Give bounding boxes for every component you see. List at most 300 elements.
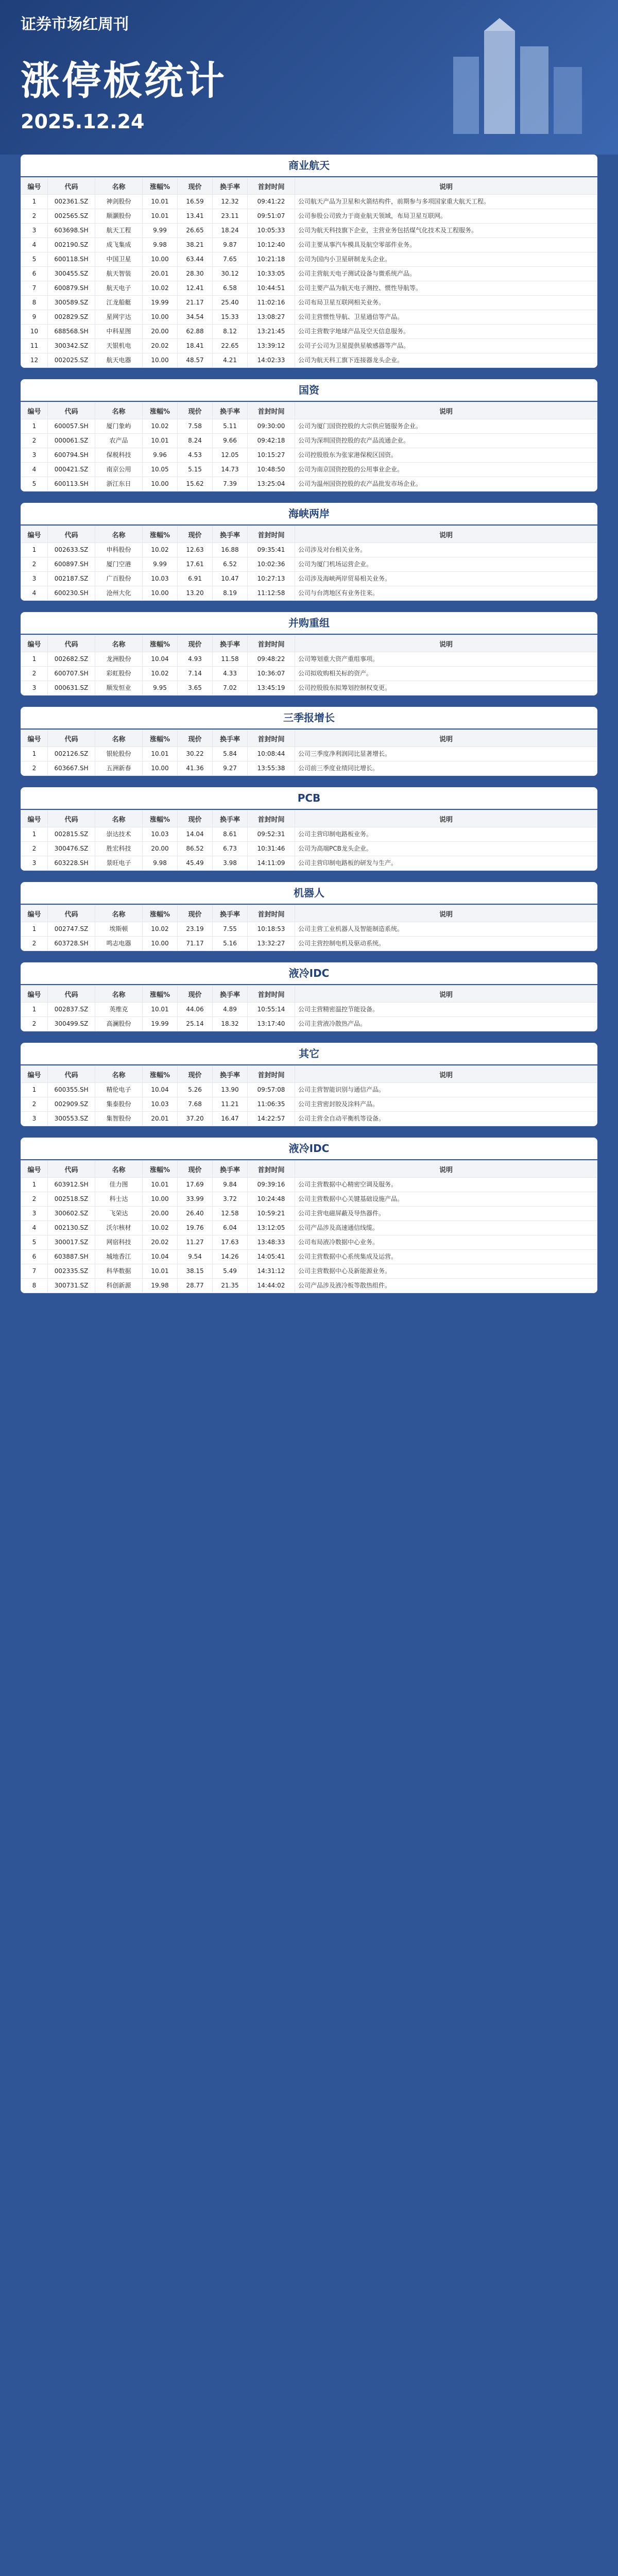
table-row <box>21 842 597 856</box>
table-cell: 30.12 <box>213 267 248 281</box>
table-cell: 45.49 <box>178 856 213 871</box>
table-row <box>21 1003 597 1017</box>
table-cell: 8.19 <box>213 586 248 601</box>
table-cell: 公司主营智能识别与通信产品。 <box>295 1083 597 1097</box>
table-row <box>21 477 597 492</box>
section-block <box>21 379 597 492</box>
table-cell: 10.02 <box>143 543 178 557</box>
table-cell: 公司主营数据中心关键基础设施产品。 <box>295 1192 597 1207</box>
column-header: 说明 <box>295 905 597 922</box>
table-cell: 10.03 <box>143 572 178 586</box>
table-row <box>21 434 597 448</box>
table-row <box>21 195 597 209</box>
section-title: 海峡两岸 <box>21 503 597 526</box>
table-cell: 公司主要产品为航天电子测控、惯性导航等。 <box>295 281 597 296</box>
table-cell: 600118.SH <box>48 252 95 267</box>
table-cell: 农产品 <box>95 434 143 448</box>
column-header: 名称 <box>95 1066 143 1083</box>
column-header: 现价 <box>178 730 213 747</box>
column-header: 首封时间 <box>248 635 295 652</box>
table-cell: 6 <box>21 1250 48 1264</box>
table-cell: 航天智装 <box>95 267 143 281</box>
table-cell: 1 <box>21 1178 48 1192</box>
table-cell: 10.03 <box>143 1097 178 1112</box>
table-cell: 3 <box>21 448 48 463</box>
table-row <box>21 1235 597 1250</box>
table-cell: 胜宏科技 <box>95 842 143 856</box>
table-cell: 公司主营密封胶及涂料产品。 <box>295 1097 597 1112</box>
column-header: 涨幅% <box>143 526 178 543</box>
table-cell: 300017.SZ <box>48 1235 95 1250</box>
table-cell: 26.40 <box>178 1207 213 1221</box>
table-cell: 10:21:18 <box>248 252 295 267</box>
table-cell: 公司为航天科技旗下企业，主营业务包括煤气化技术及工程服务。 <box>295 224 597 238</box>
table-header-row <box>21 526 597 543</box>
column-header: 名称 <box>95 402 143 419</box>
stock-table <box>21 730 597 776</box>
table-cell: 002518.SZ <box>48 1192 95 1207</box>
table-cell: 10:15:27 <box>248 448 295 463</box>
table-cell: 9.84 <box>213 1178 248 1192</box>
column-header: 涨幅% <box>143 810 178 827</box>
table-row <box>21 1112 597 1126</box>
column-header: 名称 <box>95 1161 143 1178</box>
table-row <box>21 652 597 667</box>
table-row <box>21 353 597 368</box>
table-cell: 603728.SH <box>48 937 95 951</box>
table-cell: 10:05:33 <box>248 224 295 238</box>
table-cell: 9 <box>21 310 48 325</box>
stock-table <box>21 905 597 951</box>
table-cell: 10.00 <box>143 937 178 951</box>
table-row <box>21 339 597 353</box>
table-row <box>21 267 597 281</box>
table-cell: 2 <box>21 667 48 681</box>
table-cell: 10.01 <box>143 1178 178 1192</box>
table-cell: 15.33 <box>213 310 248 325</box>
table-cell: 10.00 <box>143 252 178 267</box>
column-header: 说明 <box>295 635 597 652</box>
table-cell: 五洲新春 <box>95 761 143 776</box>
table-header-row <box>21 635 597 652</box>
table-cell: 网宿科技 <box>95 1235 143 1250</box>
column-header: 换手率 <box>213 810 248 827</box>
column-header: 现价 <box>178 986 213 1003</box>
table-cell: 62.88 <box>178 325 213 339</box>
column-header: 名称 <box>95 178 143 195</box>
table-cell: 14:11:09 <box>248 856 295 871</box>
table-cell: 002190.SZ <box>48 238 95 252</box>
table-cell: 3 <box>21 224 48 238</box>
section-title: 三季报增长 <box>21 707 597 730</box>
table-cell: 13:48:33 <box>248 1235 295 1250</box>
table-cell: 9.98 <box>143 856 178 871</box>
table-cell: 13:17:40 <box>248 1017 295 1031</box>
table-cell: 2 <box>21 557 48 572</box>
table-cell: 002130.SZ <box>48 1221 95 1235</box>
column-header: 说明 <box>295 402 597 419</box>
column-header: 编号 <box>21 402 48 419</box>
table-cell: 10.00 <box>143 477 178 492</box>
table-cell: 25.40 <box>213 296 248 310</box>
table-cell: 002682.SZ <box>48 652 95 667</box>
table-row <box>21 209 597 224</box>
table-cell: 002815.SZ <box>48 827 95 842</box>
table-cell: 14:05:41 <box>248 1250 295 1264</box>
table-row <box>21 827 597 842</box>
column-header: 代码 <box>48 730 95 747</box>
table-cell: 300455.SZ <box>48 267 95 281</box>
table-header-row <box>21 986 597 1003</box>
table-row <box>21 586 597 601</box>
table-cell: 14:02:33 <box>248 353 295 368</box>
table-cell: 300589.SZ <box>48 296 95 310</box>
table-cell: 崇达技术 <box>95 827 143 842</box>
column-header: 编号 <box>21 730 48 747</box>
table-cell: 公司参股公司致力于商业航天领域，布局卫星互联网。 <box>295 209 597 224</box>
table-cell: 09:41:22 <box>248 195 295 209</box>
table-cell: 中国卫星 <box>95 252 143 267</box>
table-cell: 2 <box>21 434 48 448</box>
table-row <box>21 1264 597 1279</box>
section-title: 国资 <box>21 379 597 402</box>
table-cell: 10.01 <box>143 209 178 224</box>
column-header: 说明 <box>295 526 597 543</box>
table-cell: 19.98 <box>143 1279 178 1293</box>
table-cell: 09:57:08 <box>248 1083 295 1097</box>
table-row <box>21 252 597 267</box>
table-cell: 14.04 <box>178 827 213 842</box>
table-row <box>21 557 597 572</box>
table-cell: 16.47 <box>213 1112 248 1126</box>
table-cell: 600794.SH <box>48 448 95 463</box>
table-cell: 公司前三季度业绩同比增长。 <box>295 761 597 776</box>
table-cell: 48.57 <box>178 353 213 368</box>
column-header: 首封时间 <box>248 178 295 195</box>
table-cell: 2 <box>21 209 48 224</box>
column-header: 代码 <box>48 1161 95 1178</box>
table-cell: 002126.SZ <box>48 747 95 761</box>
section-block <box>21 612 597 696</box>
table-cell: 公司航天产品为卫星和火箭结构件，前期参与多项国家重大航天工程。 <box>295 195 597 209</box>
table-cell: 10.00 <box>143 1192 178 1207</box>
table-row <box>21 1083 597 1097</box>
table-cell: 10.00 <box>143 310 178 325</box>
table-cell: 10.02 <box>143 281 178 296</box>
table-cell: 10.02 <box>143 922 178 937</box>
table-cell: 9.98 <box>143 238 178 252</box>
table-cell: 603228.SH <box>48 856 95 871</box>
header-banner <box>0 0 618 155</box>
section-block <box>21 155 597 368</box>
section-block <box>21 707 597 776</box>
table-cell: 11 <box>21 339 48 353</box>
table-cell: 10.04 <box>143 652 178 667</box>
table-cell: 精伦电子 <box>95 1083 143 1097</box>
table-cell: 公司产品涉及高速通信线缆。 <box>295 1221 597 1235</box>
table-cell: 公司布局卫星互联网相关业务。 <box>295 296 597 310</box>
table-cell: 江龙船艇 <box>95 296 143 310</box>
table-cell: 公司为国内小卫星研制龙头企业。 <box>295 252 597 267</box>
table-cell: 公司主营电磁屏蔽及导热器件。 <box>295 1207 597 1221</box>
table-cell: 3 <box>21 572 48 586</box>
column-header: 涨幅% <box>143 402 178 419</box>
table-cell: 8.61 <box>213 827 248 842</box>
table-cell: 13.20 <box>178 586 213 601</box>
column-header: 首封时间 <box>248 730 295 747</box>
table-cell: 7.58 <box>178 419 213 434</box>
column-header: 首封时间 <box>248 986 295 1003</box>
table-row <box>21 1221 597 1235</box>
table-cell: 浙江东日 <box>95 477 143 492</box>
table-row <box>21 1017 597 1031</box>
column-header: 编号 <box>21 178 48 195</box>
table-cell: 公司主营航天电子测试设备与微系统产品。 <box>295 267 597 281</box>
table-header-row <box>21 178 597 195</box>
table-cell: 14.73 <box>213 463 248 477</box>
table-cell: 20.00 <box>143 1207 178 1221</box>
table-cell: 9.66 <box>213 434 248 448</box>
table-cell: 龙洲股份 <box>95 652 143 667</box>
table-cell: 12.32 <box>213 195 248 209</box>
table-cell: 航天工程 <box>95 224 143 238</box>
table-cell: 集泰股份 <box>95 1097 143 1112</box>
column-header: 换手率 <box>213 1161 248 1178</box>
table-row <box>21 937 597 951</box>
table-cell: 公司布局液冷数据中心业务。 <box>295 1235 597 1250</box>
table-row <box>21 1250 597 1264</box>
table-cell: 10.01 <box>143 1264 178 1279</box>
table-cell: 22.65 <box>213 339 248 353</box>
column-header: 现价 <box>178 178 213 195</box>
table-cell: 8 <box>21 1279 48 1293</box>
table-cell: 23.11 <box>213 209 248 224</box>
table-cell: 8.24 <box>178 434 213 448</box>
column-header: 换手率 <box>213 178 248 195</box>
table-row <box>21 1207 597 1221</box>
table-cell: 9.87 <box>213 238 248 252</box>
table-cell: 厦门空港 <box>95 557 143 572</box>
table-cell: 1 <box>21 543 48 557</box>
column-header: 涨幅% <box>143 635 178 652</box>
column-header: 编号 <box>21 905 48 922</box>
column-header: 现价 <box>178 635 213 652</box>
column-header: 代码 <box>48 986 95 1003</box>
table-cell: 600113.SH <box>48 477 95 492</box>
table-cell: 3.98 <box>213 856 248 871</box>
table-cell: 14.26 <box>213 1250 248 1264</box>
column-header: 说明 <box>295 1161 597 1178</box>
table-cell: 688568.SH <box>48 325 95 339</box>
table-cell: 000061.SZ <box>48 434 95 448</box>
table-cell: 10.03 <box>143 827 178 842</box>
table-cell: 10.05 <box>143 463 178 477</box>
table-cell: 公司为深圳国资控股的农产品流通企业。 <box>295 434 597 448</box>
table-cell: 1 <box>21 747 48 761</box>
table-cell: 10.01 <box>143 434 178 448</box>
table-cell: 44.06 <box>178 1003 213 1017</box>
table-cell: 9.99 <box>143 224 178 238</box>
column-header: 名称 <box>95 986 143 1003</box>
table-cell: 18.24 <box>213 224 248 238</box>
column-header: 换手率 <box>213 1066 248 1083</box>
table-cell: 002909.SZ <box>48 1097 95 1112</box>
table-cell: 4 <box>21 463 48 477</box>
table-cell: 33.99 <box>178 1192 213 1207</box>
table-cell: 17.61 <box>178 557 213 572</box>
table-cell: 1 <box>21 195 48 209</box>
section-title: 其它 <box>21 1043 597 1065</box>
table-cell: 2 <box>21 1017 48 1031</box>
table-cell: 2 <box>21 937 48 951</box>
table-cell: 3 <box>21 1112 48 1126</box>
table-cell: 公司主营工业机器人及智能制造系统。 <box>295 922 597 937</box>
table-cell: 71.17 <box>178 937 213 951</box>
table-cell: 09:48:22 <box>248 652 295 667</box>
table-cell: 300342.SZ <box>48 339 95 353</box>
table-cell: 南京公用 <box>95 463 143 477</box>
table-cell: 6.91 <box>178 572 213 586</box>
column-header: 首封时间 <box>248 1161 295 1178</box>
table-cell: 10.47 <box>213 572 248 586</box>
table-cell: 4.93 <box>178 652 213 667</box>
column-header: 名称 <box>95 905 143 922</box>
section-block <box>21 962 597 1031</box>
table-cell: 公司筹划重大资产重组事项。 <box>295 652 597 667</box>
table-cell: 603912.SH <box>48 1178 95 1192</box>
table-row <box>21 572 597 586</box>
section-title: 液冷IDC <box>21 962 597 985</box>
table-cell: 002829.SZ <box>48 310 95 325</box>
table-cell: 9.95 <box>143 681 178 696</box>
table-cell: 3.65 <box>178 681 213 696</box>
table-header-row <box>21 730 597 747</box>
table-cell: 9.96 <box>143 448 178 463</box>
stock-table <box>21 985 597 1031</box>
table-cell: 7.39 <box>213 477 248 492</box>
column-header: 编号 <box>21 1066 48 1083</box>
table-cell: 12.63 <box>178 543 213 557</box>
table-cell: 顺发恒业 <box>95 681 143 696</box>
table-cell: 8.12 <box>213 325 248 339</box>
table-cell: 天银机电 <box>95 339 143 353</box>
table-cell: 10:12:40 <box>248 238 295 252</box>
table-cell: 86.52 <box>178 842 213 856</box>
table-cell: 4.21 <box>213 353 248 368</box>
table-cell: 佳力图 <box>95 1178 143 1192</box>
table-cell: 10:18:53 <box>248 922 295 937</box>
table-cell: 12.05 <box>213 448 248 463</box>
table-row <box>21 747 597 761</box>
table-cell: 000421.SZ <box>48 463 95 477</box>
table-cell: 002837.SZ <box>48 1003 95 1017</box>
table-cell: 7.14 <box>178 667 213 681</box>
table-cell: 公司主营印制电路板的研发与生产。 <box>295 856 597 871</box>
table-cell: 300499.SZ <box>48 1017 95 1031</box>
table-cell: 30.22 <box>178 747 213 761</box>
table-cell: 4 <box>21 586 48 601</box>
table-cell: 2 <box>21 842 48 856</box>
column-header: 换手率 <box>213 986 248 1003</box>
table-cell: 600879.SH <box>48 281 95 296</box>
table-cell: 5.16 <box>213 937 248 951</box>
table-cell: 9.99 <box>143 557 178 572</box>
table-cell: 18.41 <box>178 339 213 353</box>
table-cell: 19.99 <box>143 1017 178 1031</box>
column-header: 首封时间 <box>248 526 295 543</box>
table-cell: 13:45:19 <box>248 681 295 696</box>
table-cell: 公司主营数据中心精密空调及服务。 <box>295 1178 597 1192</box>
table-cell: 5 <box>21 477 48 492</box>
column-header: 说明 <box>295 986 597 1003</box>
table-cell: 34.54 <box>178 310 213 325</box>
table-cell: 19.76 <box>178 1221 213 1235</box>
table-cell: 300476.SZ <box>48 842 95 856</box>
table-cell: 16.88 <box>213 543 248 557</box>
section-title: 并购重组 <box>21 612 597 635</box>
table-row <box>21 1178 597 1192</box>
table-row <box>21 681 597 696</box>
column-header: 涨幅% <box>143 905 178 922</box>
building-decoration-icon <box>443 15 597 139</box>
table-cell: 中科星图 <box>95 325 143 339</box>
table-cell: 2 <box>21 1097 48 1112</box>
table-cell: 高澜股份 <box>95 1017 143 1031</box>
table-cell: 38.21 <box>178 238 213 252</box>
table-row <box>21 448 597 463</box>
table-cell: 7 <box>21 281 48 296</box>
table-row <box>21 296 597 310</box>
table-cell: 12.58 <box>213 1207 248 1221</box>
table-cell: 3.72 <box>213 1192 248 1207</box>
table-cell: 鸣志电器 <box>95 937 143 951</box>
table-cell: 20.02 <box>143 339 178 353</box>
table-cell: 8 <box>21 296 48 310</box>
column-header: 说明 <box>295 1066 597 1083</box>
table-cell: 14:44:02 <box>248 1279 295 1293</box>
table-cell: 1 <box>21 827 48 842</box>
table-row <box>21 310 597 325</box>
column-header: 代码 <box>48 402 95 419</box>
table-cell: 7 <box>21 1264 48 1279</box>
table-row <box>21 419 597 434</box>
table-cell: 10:27:13 <box>248 572 295 586</box>
table-cell: 300731.SZ <box>48 1279 95 1293</box>
table-cell: 公司为温州国资控股的农产品批发市场企业。 <box>295 477 597 492</box>
table-cell: 13:25:04 <box>248 477 295 492</box>
table-cell: 1 <box>21 922 48 937</box>
section-title: 商业航天 <box>21 155 597 177</box>
table-cell: 5 <box>21 252 48 267</box>
table-cell: 20.00 <box>143 325 178 339</box>
table-cell: 公司控股股东为张家港保税区国资。 <box>295 448 597 463</box>
column-header: 代码 <box>48 178 95 195</box>
table-cell: 13:32:27 <box>248 937 295 951</box>
table-cell: 公司主营数据中心系统集成及运营。 <box>295 1250 597 1264</box>
column-header: 涨幅% <box>143 986 178 1003</box>
table-cell: 公司子公司为卫星提供星敏感器等产品。 <box>295 339 597 353</box>
table-header-row <box>21 810 597 827</box>
source-label: 证券市场红周刊 <box>21 15 129 33</box>
table-cell: 公司产品涉及液冷板等散热组件。 <box>295 1279 597 1293</box>
column-header: 涨幅% <box>143 1066 178 1083</box>
table-cell: 科华数据 <box>95 1264 143 1279</box>
table-cell: 彩虹股份 <box>95 667 143 681</box>
table-cell: 6.58 <box>213 281 248 296</box>
table-cell: 航天电器 <box>95 353 143 368</box>
table-cell: 公司拟收购相关标的资产。 <box>295 667 597 681</box>
table-cell: 埃斯顿 <box>95 922 143 937</box>
